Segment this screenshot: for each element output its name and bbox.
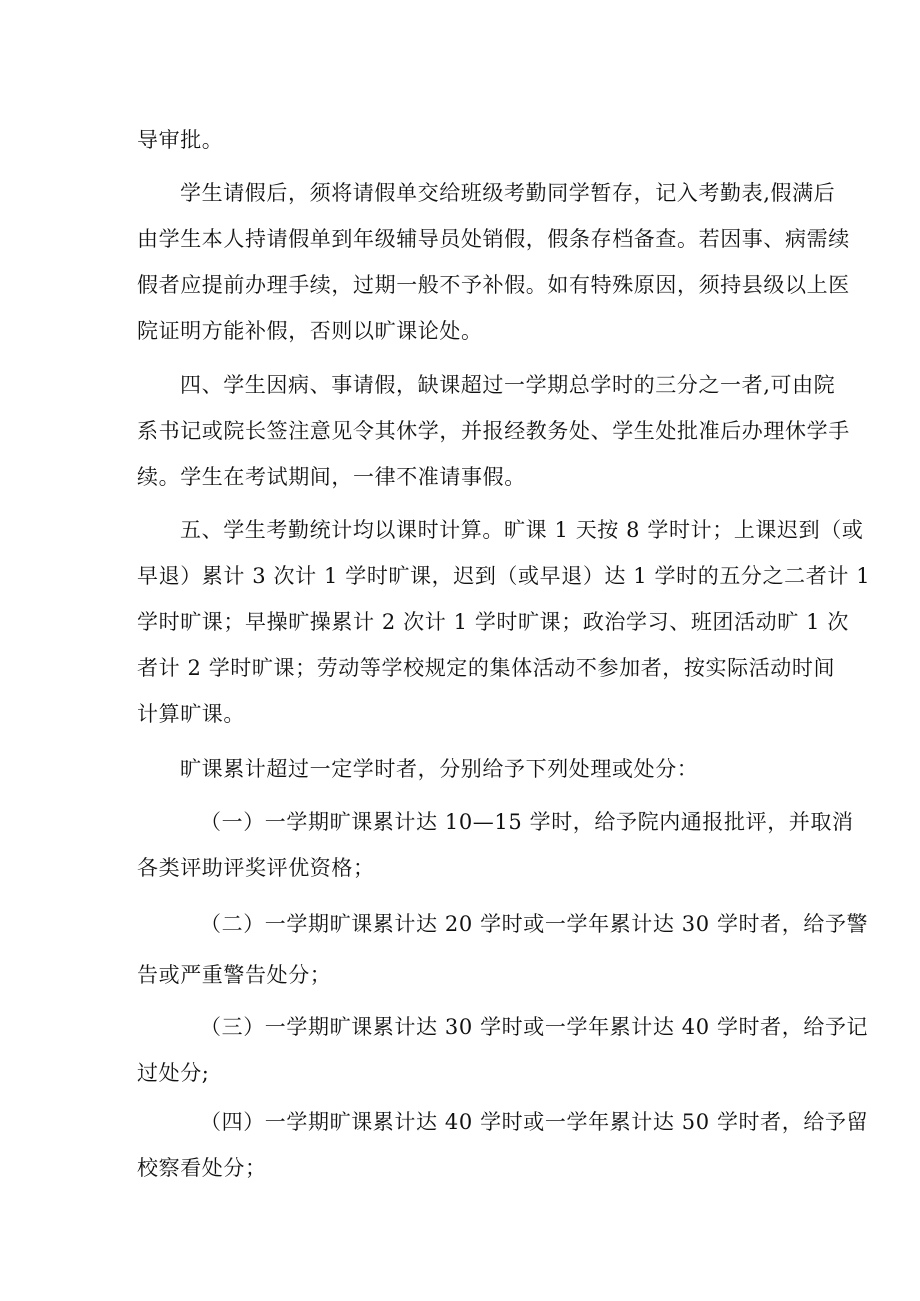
text-line: 导审批。 <box>137 128 224 152</box>
text-line: （二）一学期旷课累计达 20 学时或一学年累计达 30 学时者，给予警 <box>200 912 869 936</box>
text-line: （一）一学期旷课累计达 10—15 学时，给予院内通报批评，并取消 <box>200 810 854 834</box>
text-line: 续。学生在考试期间，一律不准请事假。 <box>137 465 526 489</box>
text-line: 四、学生因病、事请假，缺课超过一学期总学时的三分之一者,可由院 <box>180 373 836 397</box>
text-line: 告或严重警告处分； <box>137 963 332 987</box>
text-line: 学时旷课；早操旷操累计 2 次计 1 学时旷课；政治学习、班团活动旷 1 次 <box>137 610 849 634</box>
text-line: 早退）累计 3 次计 1 学时旷课，迟到（或早退）达 1 学时的五分之二者计 1 <box>137 564 871 588</box>
text-line: 计算旷课。 <box>137 702 245 726</box>
text-line: 旷课累计超过一定学时者，分别给予下列处理或处分： <box>180 757 699 781</box>
text-line: （四）一学期旷课累计达 40 学时或一学年累计达 50 学时者，给予留 <box>200 1110 869 1134</box>
text-line: 校察看处分； <box>137 1156 267 1180</box>
text-line: 者计 2 学时旷课；劳动等学校规定的集体活动不参加者，按实际活动时间 <box>137 656 836 680</box>
text-line: 学生请假后，须将请假单交给班级考勤同学暂存，记入考勤表,假满后 <box>180 181 836 205</box>
text-line: 五、学生考勤统计均以课时计算。旷课 1 天按 8 学时计；上课迟到（或 <box>180 518 864 542</box>
text-line: 由学生本人持请假单到年级辅导员处销假，假条存档备查。若因事、病需续 <box>137 227 850 251</box>
text-line: （三）一学期旷课累计达 30 学时或一学年累计达 40 学时者，给予记 <box>200 1015 869 1039</box>
text-line: 系书记或院长签注意见令其休学，并报经教务处、学生处批准后办理休学手 <box>137 419 850 443</box>
text-line: 各类评助评奖评优资格； <box>137 856 375 880</box>
text-line: 假者应提前办理手续，过期一般不予补假。如有特殊原因，须持县级以上医 <box>137 273 850 297</box>
text-line: 过处分; <box>137 1061 210 1085</box>
text-line: 院证明方能补假，否则以旷课论处。 <box>137 319 483 343</box>
